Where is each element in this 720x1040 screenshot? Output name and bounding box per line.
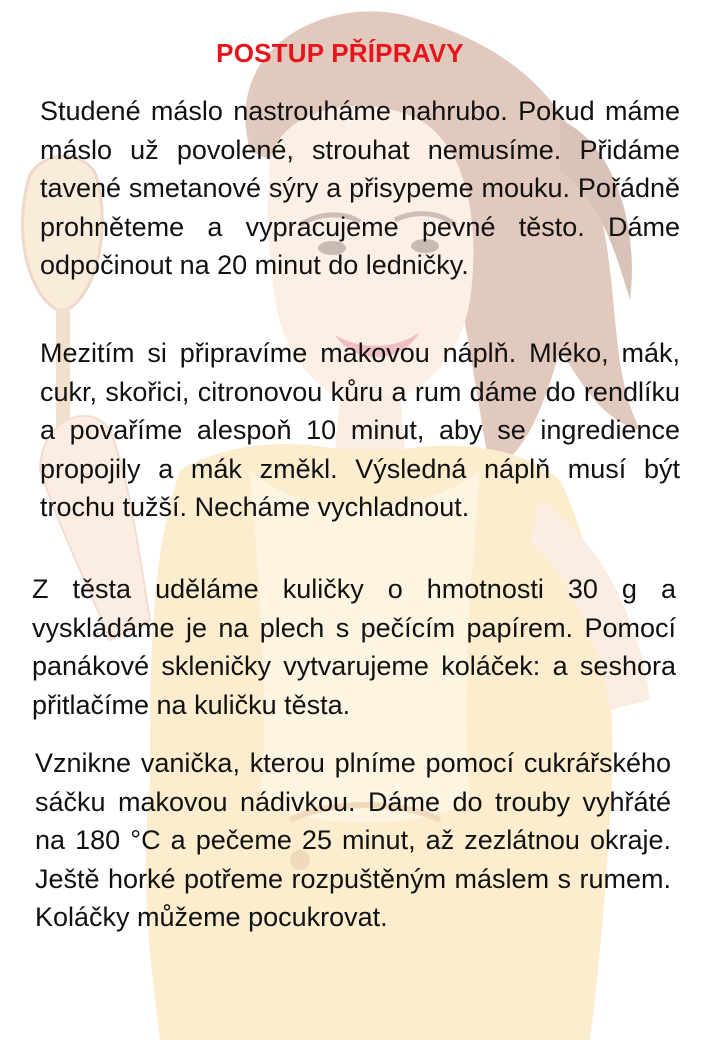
page-title: POSTUP PŘÍPRAVY — [216, 38, 464, 68]
instruction-paragraph-3: Z těsta uděláme kuličky o hmotnosti 30 g a vyskládáme je na plech s pečícím papírem. Pomocí panákové skleničky vytvarujeme koláček: a seshora přitlačíme na kuličku těsta. — [32, 574, 676, 720]
instruction-paragraph-1: Studené máslo nastrouháme nahrubo. Pokud máme máslo už povolené, strouhat nemusíme. Přidáme tavené smetanové sýry a přisypeme mouku. Pořádně prohněteme a vypracujeme pevné těsto. Dáme odpočinout na 20 minut do ledničky. — [40, 96, 680, 280]
instruction-paragraph-2: Mezitím si připravíme makovou náplň. Mléko, mák, cukr, skořici, citronovou kůru a rum dáme do rendlíku a povaříme alespoň 10 minut, aby se ingredience propojily a mák změkl. Výsledná náplň musí být trochu tužší. Necháme vychladnout. — [40, 338, 680, 522]
instruction-paragraph-4: Vznikne vanička, kterou plníme pomocí cukrářského sáčku makovou nádivkou. Dáme do trouby vyhřáté na 180 °C a pečeme 25 minut, až zezlátnou okraje. Ještě horké potřeme rozpuštěným máslem s rumem. Koláčky můžeme pocukrovat. — [35, 748, 671, 932]
